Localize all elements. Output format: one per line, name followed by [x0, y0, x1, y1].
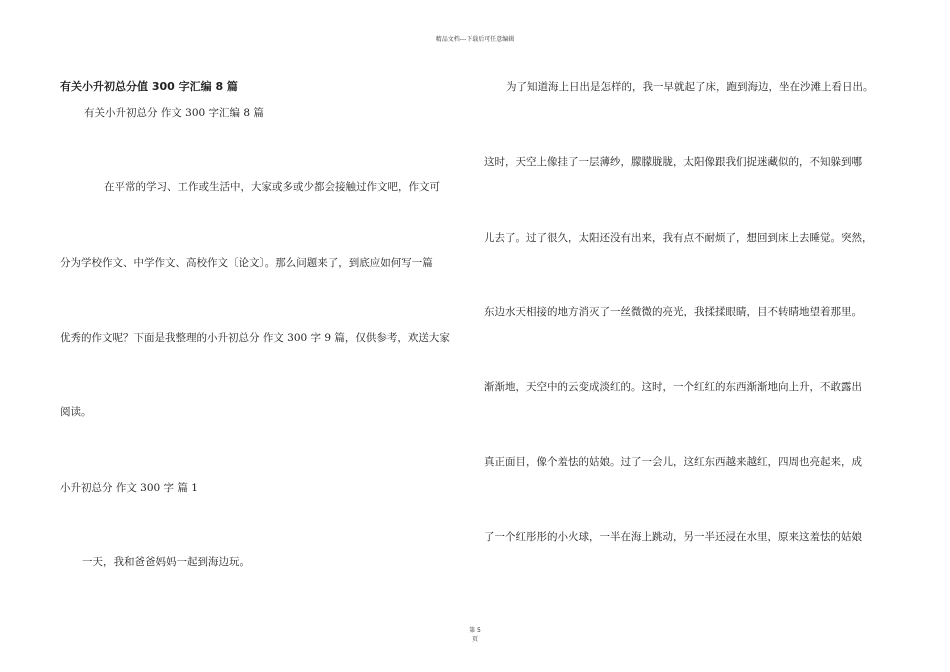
page-footer — [455, 626, 495, 644]
document-title: 有关小升初总分值 300 字汇编 8 篇 — [60, 80, 238, 93]
paragraph-line: 优秀的作文呢？下面是我整理的小升初总分 作文 300 字 9 篇，仅供参考，欢送大家 — [60, 332, 450, 344]
document-subtitle: 有关小升初总分 作文 300 字汇编 8 篇 — [84, 107, 264, 119]
page-unit: 页 — [471, 636, 478, 643]
paragraph-line: 了一个红彤彤的小火球，一半在海上跳动，另一半还浸在水里，原来这羞怯的姑娘 — [484, 531, 862, 543]
paragraph-line: 分为学校作文、中学作文、高校作文〔论文〕。那么问题来了，到底应如何写一篇 — [60, 257, 433, 269]
paragraph-line: 儿去了。过了很久，太阳还没有出来，我有点不耐烦了，想回到床上去睡觉。突然， — [484, 232, 873, 244]
paragraph-line: 这时，天空上像挂了一层薄纱，朦朦胧胧，太阳像跟我们捉迷藏似的，不知躲到哪 — [484, 156, 862, 168]
paragraph-line: 阅读。 — [60, 406, 92, 418]
paragraph-line: 在平常的学习、工作或生活中，大家或多或少都会接触过作文吧，作文可 — [104, 181, 440, 193]
paragraph-line: 真正面目，像个羞怯的姑娘。过了一会儿，这红东西越来越红，四周也亮起来，成 — [484, 456, 862, 468]
paragraph-line: 一天，我和爸爸妈妈一起到海边玩。 — [82, 556, 250, 568]
paragraph-line: 为了知道海上日出是怎样的，我一早就起了床，跑到海边，坐在沙滩上看日出。 — [506, 81, 874, 93]
paragraph-line: 东边水天相接的地方消灭了一丝微微的亮光，我揉揉眼睛，目不转睛地望着那里。 — [484, 306, 862, 318]
page-number: 第 5 — [469, 627, 481, 634]
page-header: 精品文档---下载后可任意编辑 — [435, 36, 515, 43]
paragraph-line: 渐渐地，天空中的云变成淡红的。这时，一个红红的东西渐渐地向上升，不敢露出 — [484, 381, 862, 393]
section-heading: 小升初总分 作文 300 字 篇 1 — [60, 482, 198, 494]
